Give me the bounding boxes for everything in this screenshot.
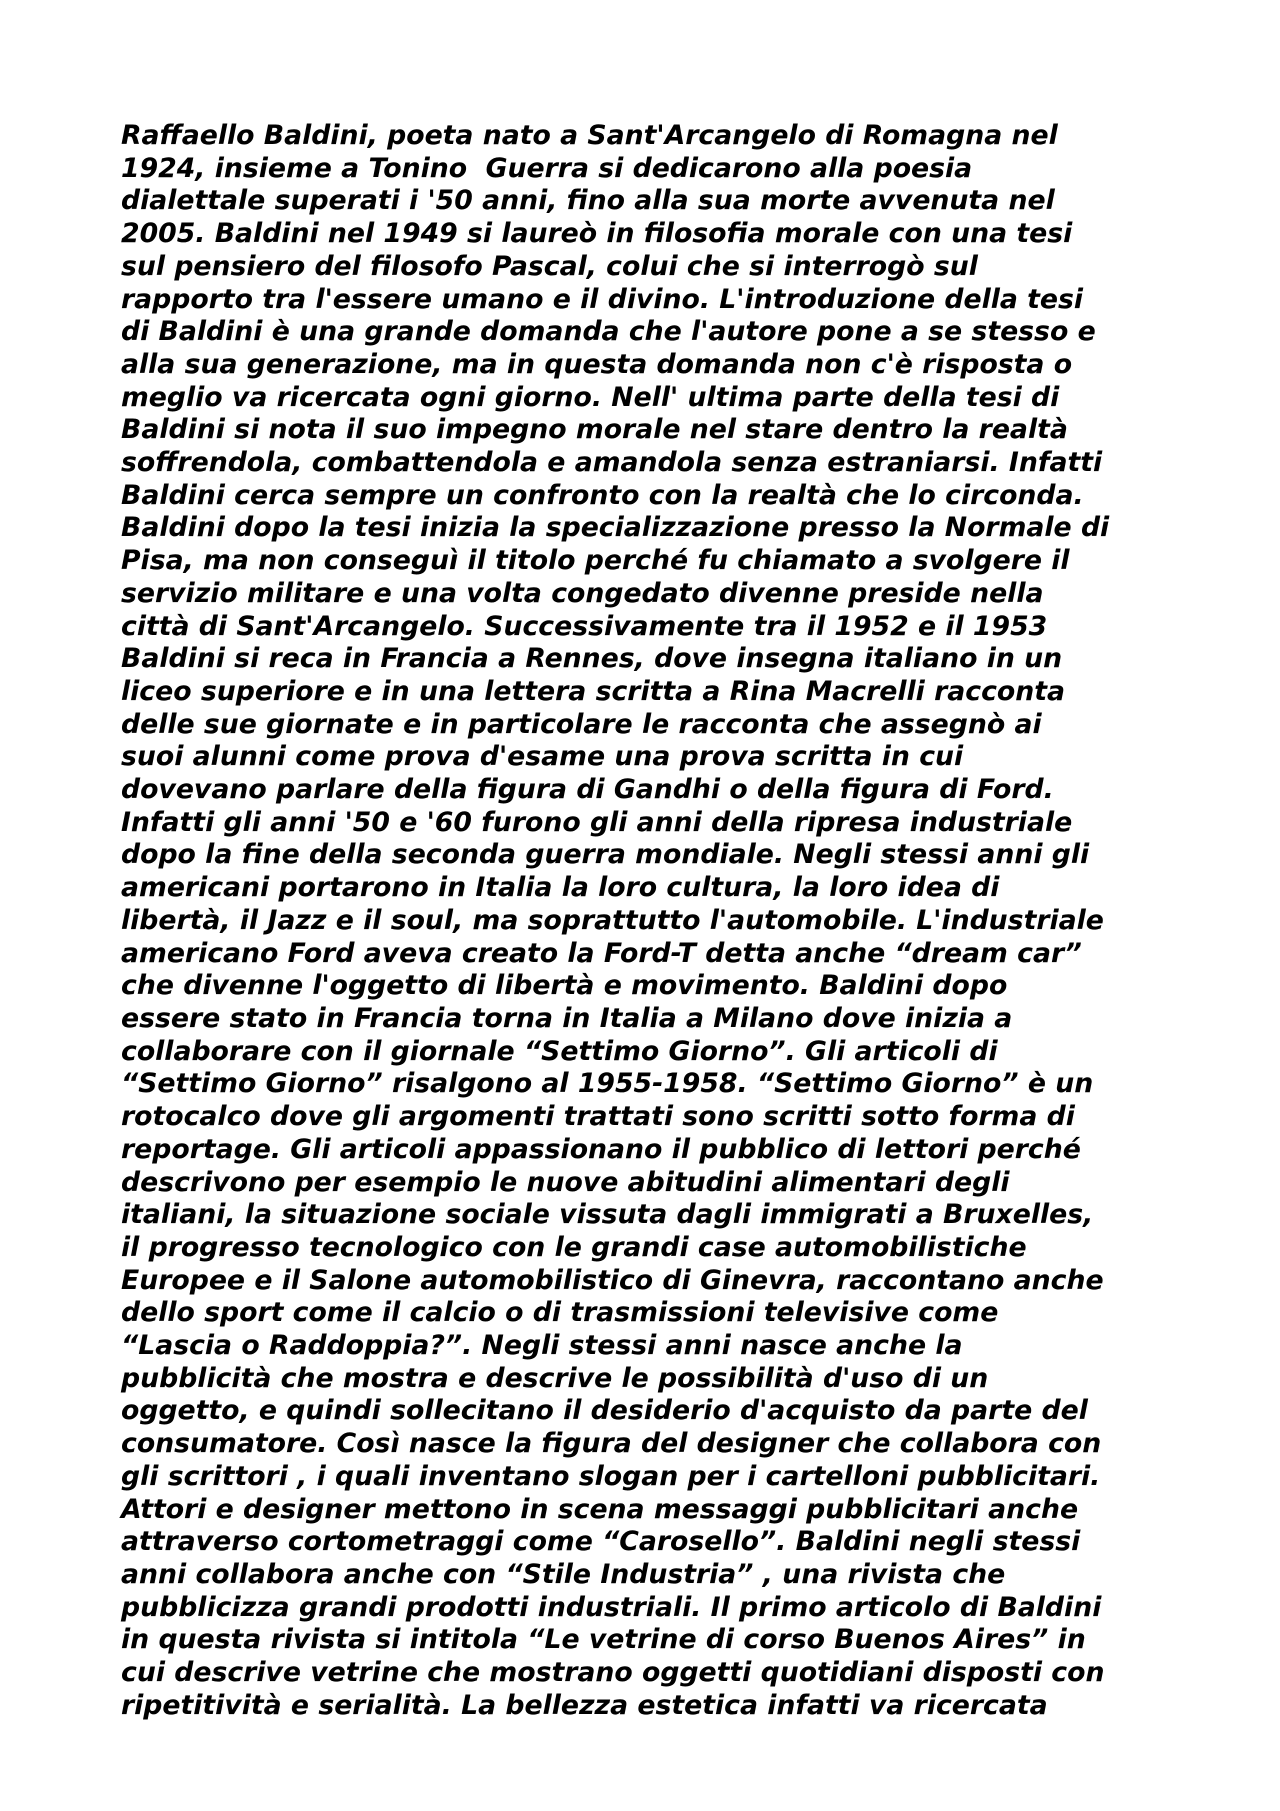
text-line: libertà, il Jazz e il soul, ma soprattutto l'automobile. L'industriale bbox=[121, 904, 1104, 936]
text-line: gli scrittori , i quali inventano slogan per i cartelloni pubblicitari. bbox=[121, 1460, 1101, 1492]
text-line: suoi alunni come prova d'esame una prova scritta in cui bbox=[121, 741, 964, 773]
text-line: sul pensiero del filosofo Pascal, colui che si interrogò sul bbox=[121, 250, 978, 282]
text-line: dopo la fine della seconda guerra mondiale. Negli stessi anni gli bbox=[121, 839, 1090, 871]
text-line: città di Sant'Arcangelo. Successivamente tra il 1952 e il 1953 bbox=[121, 610, 1048, 642]
text-line: 2005. Baldini nel 1949 si laureò in filosofia morale con una tesi bbox=[121, 218, 1073, 250]
text-line: cui descrive vetrine che mostrano oggetti quotidiani disposti con bbox=[121, 1657, 1105, 1689]
text-line: ripetitività e serialità. La bellezza estetica infatti va ricercata bbox=[121, 1689, 1048, 1721]
text-line: Baldini si nota il suo impegno morale nel stare dentro la realtà bbox=[121, 414, 1068, 446]
text-line: oggetto, e quindi sollecitano il desiderio d'acquisto da parte del bbox=[121, 1395, 1088, 1427]
text-line: soffrendola, combattendola e amandola senza estraniarsi. Infatti bbox=[121, 447, 1103, 479]
text-line: collaborare con il giornale “Settimo Giorno”. Gli articoli di bbox=[121, 1035, 998, 1067]
text-line: Raffaello Baldini, poeta nato a Sant'Arcangelo di Romagna nel bbox=[121, 120, 1058, 151]
text-line: Infatti gli anni '50 e '60 furono gli anni della ripresa industriale bbox=[121, 806, 1073, 838]
text-line: dovevano parlare della figura di Gandhi o della figura di Ford. bbox=[121, 774, 1054, 806]
text-line: in questa rivista si intitola “Le vetrine di corso Buenos Aires” in bbox=[121, 1624, 1086, 1656]
text-line: “Lascia o Raddoppia?”. Negli stessi anni nasce anche la bbox=[121, 1330, 963, 1362]
text-line: alla sua generazione, ma in questa domanda non c'è risposta o bbox=[121, 348, 1073, 380]
text-line: Attori e designer mettono in scena messaggi pubblicitari anche bbox=[121, 1493, 1079, 1525]
text-line: pubblicizza grandi prodotti industriali. Il primo articolo di Baldini bbox=[121, 1591, 1102, 1623]
text-line: servizio militare e una volta congedato divenne preside nella bbox=[121, 577, 1044, 609]
text-line: dialettale superati i '50 anni, fino alla sua morte avvenuta nel bbox=[121, 185, 1055, 217]
text-line: delle sue giornate e in particolare le racconta che assegnò ai bbox=[121, 708, 1042, 740]
text-line: “Settimo Giorno” risalgono al 1955-1958. “Settimo Giorno” è un bbox=[121, 1068, 1094, 1100]
text-line: che divenne l'oggetto di libertà e movimento. Baldini dopo bbox=[121, 970, 1008, 1002]
text-line: Baldini si reca in Francia a Rennes, dove insegna italiano in un bbox=[121, 643, 1063, 675]
text-line: il progresso tecnologico con le grandi case automobilistiche bbox=[121, 1231, 1027, 1263]
text-line: di Baldini è una grande domanda che l'autore pone a se stesso e bbox=[121, 316, 1096, 348]
text-line: italiani, la situazione sociale vissuta dagli immigrati a Bruxelles, bbox=[121, 1199, 1094, 1231]
text-line: Pisa, ma non conseguì il titolo perché fu chiamato a svolgere il bbox=[121, 545, 1070, 577]
text-line: liceo superiore e in una lettera scritta a Rina Macrelli racconta bbox=[121, 675, 1065, 707]
text-line: americani portarono in Italia la loro cultura, la loro idea di bbox=[121, 872, 1000, 904]
text-line: consumatore. Così nasce la figura del designer che collabora con bbox=[121, 1428, 1102, 1460]
text-line: Baldini dopo la tesi inizia la specializzazione presso la Normale di bbox=[121, 512, 1110, 544]
text-line: 1924, insieme a Tonino Guerra si dedicarono alla poesia bbox=[121, 152, 973, 184]
body-text bbox=[121, 120, 1201, 1722]
text-line: reportage. Gli articoli appassionano il pubblico di lettori perché bbox=[121, 1133, 1081, 1165]
text-line: Europee e il Salone automobilistico di Ginevra, raccontano anche bbox=[121, 1264, 1104, 1296]
text-line: dello sport come il calcio o di trasmissioni televisive come bbox=[121, 1297, 999, 1329]
text-line: meglio va ricercata ogni giorno. Nell' ultima parte della tesi di bbox=[121, 381, 1060, 413]
text-line: anni collabora anche con “Stile Industria” , una rivista che bbox=[121, 1558, 1006, 1590]
text-line: rotocalco dove gli argomenti trattati sono scritti sotto forma di bbox=[121, 1101, 1075, 1133]
text-line: Baldini cerca sempre un confronto con la realtà che lo circonda. bbox=[121, 479, 1084, 511]
text-line: attraverso cortometraggi come “Carosello”. Baldini negli stessi bbox=[121, 1526, 1081, 1558]
text-line: descrivono per esempio le nuove abitudini alimentari degli bbox=[121, 1166, 1010, 1198]
text-line: americano Ford aveva creato la Ford-T detta anche “dream car” bbox=[121, 937, 1082, 969]
text-line: rapporto tra l'essere umano e il divino. L'introduzione della tesi bbox=[121, 283, 1084, 315]
text-line: pubblicità che mostra e descrive le possibilità d'uso di un bbox=[121, 1362, 989, 1394]
text-line: essere stato in Francia torna in Italia a Milano dove inizia a bbox=[121, 1002, 1013, 1034]
